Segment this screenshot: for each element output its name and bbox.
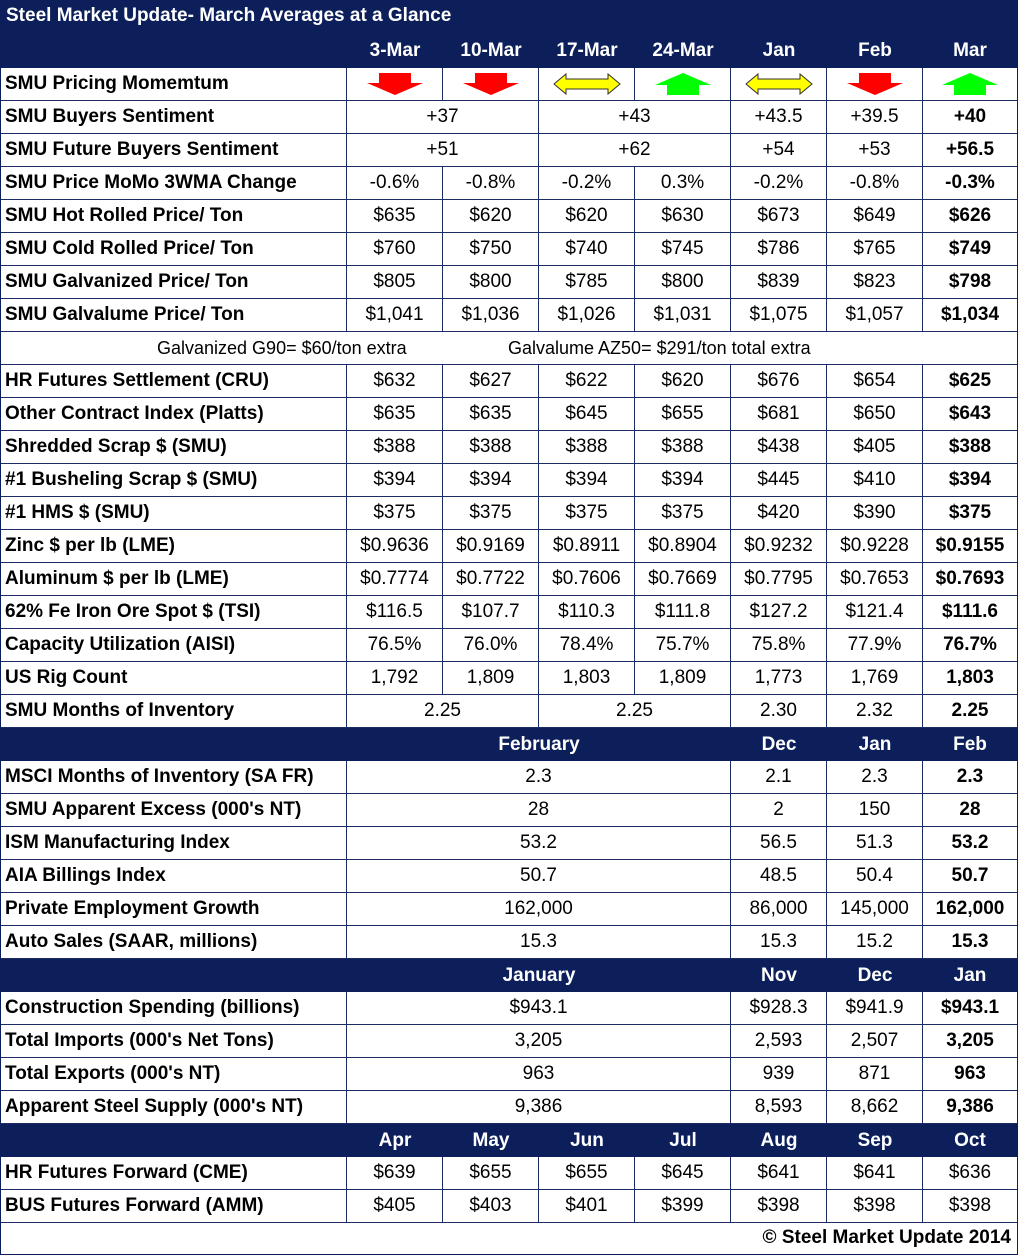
cell-value: $622 (539, 365, 635, 397)
cell-value: +53 (827, 134, 923, 166)
cell-value: $1,031 (635, 299, 731, 331)
cell-value: $0.7693 (935, 568, 1005, 589)
cell-value: 2 (731, 794, 827, 826)
cell-value: $839 (731, 266, 827, 298)
section2-header (1, 959, 1017, 992)
cell-value: 162,000 (935, 898, 1005, 919)
cell-value: $1,041 (347, 299, 443, 331)
row-label: Auto Sales (SAAR, millions) (1, 926, 347, 958)
cell-value: $388 (635, 431, 731, 463)
row-label: SMU Cold Rolled Price/ Ton (1, 233, 347, 265)
cell-value: 75.7% (635, 629, 731, 661)
cell-value: $1,034 (940, 304, 1000, 325)
cell-value: $121.4 (827, 596, 923, 628)
row-label: SMU Price MoMo 3WMA Change (1, 167, 347, 199)
cell-value: -0.3% (945, 172, 995, 193)
cell-value: $388 (347, 431, 443, 463)
cell-value: $0.8911 (539, 530, 635, 562)
cell-value: $620 (539, 200, 635, 232)
cell-value: +39.5 (827, 101, 923, 133)
galvalume-note: Galvalume AZ50= $291/ton total extra (508, 338, 811, 358)
cell-value: 76.5% (347, 629, 443, 661)
data-row (1, 530, 1017, 563)
cell-value: $1,075 (731, 299, 827, 331)
data-row (1, 1025, 1017, 1058)
cell-value: 2.25 (347, 695, 539, 727)
arrow-up-icon (648, 72, 718, 96)
momentum-row (1, 68, 1017, 101)
cell-value: 2.25 (539, 695, 731, 727)
cell-value: $394 (443, 464, 539, 496)
column-header: Dec (857, 965, 893, 986)
cell-value: 15.3 (951, 931, 989, 952)
cell-value: $620 (443, 200, 539, 232)
column-header: Feb (953, 734, 987, 755)
cell-value: $390 (827, 497, 923, 529)
row-label: Zinc $ per lb (LME) (1, 530, 347, 562)
cell-value: 48.5 (731, 860, 827, 892)
cell-value: +40 (953, 106, 987, 127)
cell-value: 145,000 (827, 893, 923, 925)
momentum-cell (731, 68, 827, 100)
column-header: Feb (858, 40, 892, 61)
cell-value: 50.7 (951, 865, 989, 886)
cell-value: $410 (827, 464, 923, 496)
data-row (1, 662, 1017, 695)
cell-value: 0.3% (635, 167, 731, 199)
cell-value: 150 (827, 794, 923, 826)
column-header: May (472, 1130, 510, 1151)
row-label: SMU Galvalume Price/ Ton (1, 299, 347, 331)
note-row (1, 332, 1017, 365)
cell-value: $0.9228 (827, 530, 923, 562)
column-header: January (502, 965, 576, 986)
cell-value: 1,803 (946, 667, 994, 688)
cell-value: -0.6% (347, 167, 443, 199)
cell-value: $636 (948, 1162, 992, 1183)
cell-value: 28 (347, 794, 731, 826)
row-label: Other Contract Index (Platts) (1, 398, 347, 430)
cell-value: 1,769 (827, 662, 923, 694)
cell-value: $632 (347, 365, 443, 397)
row-label: #1 HMS $ (SMU) (1, 497, 347, 529)
row-label: SMU Apparent Excess (000's NT) (1, 794, 347, 826)
cell-value: $399 (635, 1190, 731, 1222)
cell-value: $438 (731, 431, 827, 463)
cell-value: $645 (539, 398, 635, 430)
column-header: Jan (953, 965, 987, 986)
arrow-down-icon (456, 72, 526, 96)
cell-value: $760 (347, 233, 443, 265)
cell-value: $635 (347, 200, 443, 232)
column-header: Nov (761, 965, 797, 986)
cell-value: $0.9169 (443, 530, 539, 562)
weekly-header (1, 34, 1017, 68)
data-row (1, 1091, 1017, 1124)
row-label: Aluminum $ per lb (LME) (1, 563, 347, 595)
arrow-up-icon (935, 72, 1005, 96)
cell-value: 75.8% (731, 629, 827, 661)
cell-value: +43 (539, 101, 731, 133)
cell-value: 77.9% (827, 629, 923, 661)
cell-value: $375 (443, 497, 539, 529)
column-header: Apr (378, 1130, 412, 1151)
cell-value: -0.8% (443, 167, 539, 199)
cell-value: 1,809 (443, 662, 539, 694)
cell-value: 3,205 (347, 1025, 731, 1057)
cell-value: $635 (347, 398, 443, 430)
cell-value: $641 (827, 1157, 923, 1189)
cell-value: +37 (347, 101, 539, 133)
cell-value: $785 (539, 266, 635, 298)
sentiment-row (1, 101, 1017, 134)
data-row (1, 431, 1017, 464)
cell-value: $805 (347, 266, 443, 298)
cell-value: $0.9232 (731, 530, 827, 562)
data-row (1, 761, 1017, 794)
data-row (1, 497, 1017, 530)
cell-value: $420 (731, 497, 827, 529)
cell-value: 2.3 (956, 766, 984, 787)
row-label: Capacity Utilization (AISI) (1, 629, 347, 661)
row-label: BUS Futures Forward (AMM) (1, 1190, 347, 1222)
cell-value: 2.30 (731, 695, 827, 727)
cell-value: $405 (347, 1190, 443, 1222)
cell-value: $654 (827, 365, 923, 397)
column-header: Sep (857, 1130, 893, 1151)
cell-value: $375 (539, 497, 635, 529)
cell-value: $630 (635, 200, 731, 232)
footer-row (1, 1223, 1017, 1254)
row-label: HR Futures Forward (CME) (1, 1157, 347, 1189)
row-label: Shredded Scrap $ (SMU) (1, 431, 347, 463)
cell-value: $445 (731, 464, 827, 496)
data-row (1, 266, 1017, 299)
arrow-down-icon (840, 72, 910, 96)
cell-value: 2.3 (347, 761, 731, 793)
data-row (1, 398, 1017, 431)
cell-value: $394 (948, 469, 992, 490)
cell-value: 78.4% (539, 629, 635, 661)
cell-value: +43.5 (731, 101, 827, 133)
cell-value: $625 (948, 370, 992, 391)
title-bar (1, 1, 1017, 34)
row-label: US Rig Count (1, 662, 347, 694)
cell-value: $0.7722 (443, 563, 539, 595)
cell-value: 86,000 (731, 893, 827, 925)
cell-value: 2,507 (827, 1025, 923, 1057)
cell-value: $0.9636 (347, 530, 443, 562)
cell-value: +54 (731, 134, 827, 166)
cell-value: $375 (635, 497, 731, 529)
row-label: AIA Billings Index (1, 860, 347, 892)
cell-value: $111.6 (941, 601, 999, 622)
cell-value: 963 (954, 1063, 986, 1084)
row-label: MSCI Months of Inventory (SA FR) (1, 761, 347, 793)
row-label: SMU Pricing Momemtum (1, 68, 347, 100)
data-row (1, 794, 1017, 827)
row-label: #1 Busheling Scrap $ (SMU) (1, 464, 347, 496)
cell-value: +56.5 (945, 139, 995, 160)
data-row (1, 563, 1017, 596)
cell-value: $765 (827, 233, 923, 265)
cell-value: 50.4 (827, 860, 923, 892)
cell-value: $375 (948, 502, 992, 523)
cell-value: $0.7795 (731, 563, 827, 595)
cell-value: $673 (731, 200, 827, 232)
cell-value: $375 (347, 497, 443, 529)
cell-value: $620 (635, 365, 731, 397)
copyright: © Steel Market Update 2014 (762, 1227, 1011, 1248)
row-label: ISM Manufacturing Index (1, 827, 347, 859)
cell-value: 28 (959, 799, 981, 820)
futures-row (1, 1190, 1017, 1223)
cell-value: $0.9155 (935, 535, 1005, 556)
cell-value: 2.32 (827, 695, 923, 727)
data-row (1, 893, 1017, 926)
cell-value: 1,773 (731, 662, 827, 694)
cell-value: $943.1 (940, 997, 1000, 1018)
data-row (1, 299, 1017, 332)
cell-value: $643 (948, 403, 992, 424)
cell-value: $398 (827, 1190, 923, 1222)
cell-value: $0.7606 (539, 563, 635, 595)
cell-value: 1,792 (347, 662, 443, 694)
cell-value: $111.8 (635, 596, 731, 628)
cell-value: -0.2% (539, 167, 635, 199)
momentum-cell (827, 68, 923, 100)
cell-value: $786 (731, 233, 827, 265)
cell-value: $639 (347, 1157, 443, 1189)
cell-value: $681 (731, 398, 827, 430)
cell-value: $401 (539, 1190, 635, 1222)
cell-value: $745 (635, 233, 731, 265)
cell-value: $655 (539, 1157, 635, 1189)
cell-value: $394 (539, 464, 635, 496)
cell-value: 939 (731, 1058, 827, 1090)
cell-value: $1,026 (539, 299, 635, 331)
cell-value: 2,593 (731, 1025, 827, 1057)
column-header: Mar (953, 40, 987, 61)
cell-value: 963 (347, 1058, 731, 1090)
row-label: Construction Spending (billions) (1, 992, 347, 1024)
row-label: Private Employment Growth (1, 893, 347, 925)
column-header: Jul (669, 1130, 697, 1151)
cell-value: 76.7% (943, 634, 997, 655)
cell-value: 15.2 (827, 926, 923, 958)
cell-value: $388 (539, 431, 635, 463)
cell-value: $943.1 (347, 992, 731, 1024)
column-header: Oct (954, 1130, 986, 1151)
momentum-cell (923, 68, 1017, 100)
row-label: Apparent Steel Supply (000's NT) (1, 1091, 347, 1123)
cell-value: $394 (635, 464, 731, 496)
momentum-cell (635, 68, 731, 100)
cell-value: $650 (827, 398, 923, 430)
cell-value: $1,036 (443, 299, 539, 331)
cell-value: 871 (827, 1058, 923, 1090)
cell-value: $0.7774 (347, 563, 443, 595)
cell-value: $394 (347, 464, 443, 496)
cell-value: 9,386 (946, 1096, 994, 1117)
column-header: Jan (762, 40, 796, 61)
cell-value: $403 (443, 1190, 539, 1222)
futures-header (1, 1124, 1017, 1157)
note-text (1, 332, 1017, 364)
cell-value: 2.3 (827, 761, 923, 793)
cell-value: $655 (635, 398, 731, 430)
arrow-down-icon (360, 72, 430, 96)
column-header: February (498, 734, 580, 755)
futures-row (1, 1157, 1017, 1190)
cell-value: 76.0% (443, 629, 539, 661)
galvanized-note: Galvanized G90= $60/ton extra (157, 338, 407, 358)
cell-value: $635 (443, 398, 539, 430)
column-header: Jan (858, 734, 892, 755)
column-header: Dec (761, 734, 797, 755)
data-row (1, 365, 1017, 398)
arrow-flat-icon (552, 72, 622, 96)
data-row (1, 464, 1017, 497)
row-label: SMU Hot Rolled Price/ Ton (1, 200, 347, 232)
cell-value: +51 (347, 134, 539, 166)
cell-value: $627 (443, 365, 539, 397)
cell-value: $0.7669 (635, 563, 731, 595)
cell-value: 3,205 (946, 1030, 994, 1051)
cell-value: $0.7653 (827, 563, 923, 595)
cell-value: $127.2 (731, 596, 827, 628)
momentum-cell (347, 68, 443, 100)
data-row (1, 926, 1017, 959)
cell-value: $398 (731, 1190, 827, 1222)
cell-value: $388 (948, 436, 992, 457)
cell-value: -0.2% (731, 167, 827, 199)
row-label: SMU Galvanized Price/ Ton (1, 266, 347, 298)
cell-value: 15.3 (347, 926, 731, 958)
arrow-flat-icon (744, 72, 814, 96)
cell-value: $749 (948, 238, 992, 259)
cell-value: 53.2 (347, 827, 731, 859)
cell-value: $405 (827, 431, 923, 463)
cell-value: $655 (443, 1157, 539, 1189)
cell-value: 15.3 (731, 926, 827, 958)
cell-value: 9,386 (347, 1091, 731, 1123)
column-header: 17-Mar (556, 40, 618, 61)
column-header: 3-Mar (369, 40, 421, 61)
cell-value: 1,809 (635, 662, 731, 694)
row-label: Total Exports (000's NT) (1, 1058, 347, 1090)
column-header: 24-Mar (652, 40, 714, 61)
cell-value: $0.8904 (635, 530, 731, 562)
data-row (1, 596, 1017, 629)
section1-header (1, 728, 1017, 761)
cell-value: $798 (948, 271, 992, 292)
cell-value: $1,057 (827, 299, 923, 331)
cell-value: $941.9 (827, 992, 923, 1024)
data-row (1, 860, 1017, 893)
cell-value: $641 (731, 1157, 827, 1189)
cell-value: -0.8% (827, 167, 923, 199)
inventory-row (1, 695, 1017, 728)
cell-value: +62 (539, 134, 731, 166)
data-row (1, 200, 1017, 233)
cell-value: 1,803 (539, 662, 635, 694)
cell-value: $823 (827, 266, 923, 298)
page-title: Steel Market Update- March Averages at a Glance (6, 5, 452, 26)
row-label: SMU Future Buyers Sentiment (1, 134, 347, 166)
cell-value: 51.3 (827, 827, 923, 859)
row-label: SMU Months of Inventory (1, 695, 347, 727)
cell-value: $750 (443, 233, 539, 265)
cell-value: $116.5 (347, 596, 443, 628)
data-row (1, 1058, 1017, 1091)
row-label: Total Imports (000's Net Tons) (1, 1025, 347, 1057)
cell-value: $107.7 (443, 596, 539, 628)
cell-value: 50.7 (347, 860, 731, 892)
cell-value: 162,000 (347, 893, 731, 925)
cell-value: $740 (539, 233, 635, 265)
data-row (1, 629, 1017, 662)
cell-value: 53.2 (951, 832, 989, 853)
cell-value: $800 (635, 266, 731, 298)
column-header: Jun (570, 1130, 604, 1151)
cell-value: $928.3 (731, 992, 827, 1024)
data-row (1, 167, 1017, 200)
cell-value: 2.1 (731, 761, 827, 793)
cell-value: $649 (827, 200, 923, 232)
column-header: Aug (760, 1130, 798, 1151)
cell-value: $388 (443, 431, 539, 463)
cell-value: $626 (948, 205, 992, 226)
momentum-cell (539, 68, 635, 100)
row-label: 62% Fe Iron Ore Spot $ (TSI) (1, 596, 347, 628)
data-row (1, 827, 1017, 860)
cell-value: 8,593 (731, 1091, 827, 1123)
sentiment-row (1, 134, 1017, 167)
column-header: 10-Mar (460, 40, 522, 61)
cell-value: $800 (443, 266, 539, 298)
data-row (1, 233, 1017, 266)
cell-value: $110.3 (539, 596, 635, 628)
cell-value: $676 (731, 365, 827, 397)
row-label: HR Futures Settlement (CRU) (1, 365, 347, 397)
cell-value: $398 (948, 1195, 992, 1216)
cell-value: $645 (635, 1157, 731, 1189)
row-label: SMU Buyers Sentiment (1, 101, 347, 133)
data-row (1, 992, 1017, 1025)
momentum-cell (443, 68, 539, 100)
cell-value: 56.5 (731, 827, 827, 859)
cell-value: 8,662 (827, 1091, 923, 1123)
cell-value: 2.25 (951, 700, 989, 721)
